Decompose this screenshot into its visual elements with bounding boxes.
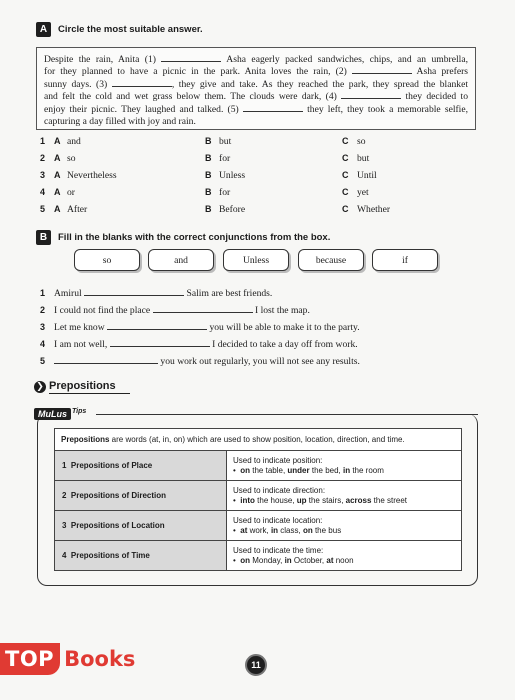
example-text: the house, <box>254 495 297 505</box>
fill-item <box>40 305 310 316</box>
option-letter-a: A <box>54 187 61 197</box>
logo-top: TOP <box>0 643 60 675</box>
preposition-word: under <box>287 465 310 475</box>
item-text-before: I am not well, <box>54 339 108 350</box>
description-cell <box>227 451 462 481</box>
word-option: Unless <box>223 249 289 271</box>
option-a[interactable]: After <box>67 204 88 215</box>
answer-blank[interactable] <box>84 288 184 296</box>
item-text-after: Salim are best friends. <box>186 288 273 299</box>
description-cell <box>227 541 462 571</box>
description-lead: Used to indicate position: <box>233 455 323 465</box>
item-number: 4 <box>40 339 46 349</box>
blank-2[interactable] <box>352 66 412 74</box>
section-b-letter: B <box>36 230 51 245</box>
example-line <box>233 496 455 506</box>
fill-item <box>40 322 360 333</box>
fill-item <box>40 288 272 299</box>
preposition-word: in <box>342 465 351 475</box>
option-letter-c: C <box>342 170 349 180</box>
option-c[interactable]: but <box>357 153 370 164</box>
category-cell: 2 Prepositions of Direction <box>55 481 227 511</box>
item-text-after: I decided to take a day off from work. <box>212 339 358 350</box>
example-text: work, <box>247 525 271 535</box>
logo-books: Books <box>64 647 136 671</box>
option-number: 3 <box>40 170 46 180</box>
passage-text: capturing a day filled with joy and rain. <box>44 116 196 128</box>
preposition-word: on <box>240 555 251 565</box>
item-text-before: Amirul <box>54 288 82 299</box>
description-cell <box>227 481 462 511</box>
answer-blank[interactable] <box>107 322 207 330</box>
preposition-word: in <box>284 555 292 565</box>
option-a[interactable]: and <box>67 136 81 147</box>
passage-text: Despite the rain, Anita (1) <box>44 54 156 65</box>
option-number: 4 <box>40 187 46 197</box>
passage-text: for they planned to have a picnic in the park. Anita loves the rain, (2) <box>44 66 347 78</box>
item-text-after: you work out regularly, you will not see any results. <box>160 356 360 367</box>
preposition-word: across <box>345 495 372 505</box>
option-row <box>40 136 515 148</box>
option-letter-b: B <box>205 136 212 146</box>
item-text-before: I could not find the place <box>54 305 151 316</box>
item-number: 1 <box>40 288 46 298</box>
answer-blank[interactable] <box>110 339 210 347</box>
preposition-word: into <box>240 495 255 505</box>
option-row <box>40 153 515 165</box>
passage-text: , they give and take. As they reached the park, they spread the blanket <box>171 78 469 90</box>
fill-item <box>40 339 358 350</box>
example-text: Monday, <box>250 555 285 565</box>
table-intro <box>55 429 462 451</box>
section-a-header <box>36 22 203 37</box>
passage-text: sunny days. (3) <box>44 78 108 90</box>
intro-text: are words (at, in, on) which are used to show position, location, direction, and time. <box>109 435 405 444</box>
answer-blank[interactable] <box>54 356 158 364</box>
option-letter-c: C <box>342 136 349 146</box>
blank-3[interactable] <box>112 79 172 87</box>
example-text: noon <box>333 555 354 565</box>
section-a-letter: A <box>36 22 51 37</box>
option-number: 2 <box>40 153 46 163</box>
preposition-word: at <box>240 525 248 535</box>
answer-blank[interactable] <box>153 305 253 313</box>
tips-badge-main: MuLus <box>34 408 71 420</box>
tips-badge-small: Tips <box>72 408 87 415</box>
arrow-circle-icon: ❯ <box>34 381 46 393</box>
blank-1[interactable] <box>161 54 221 62</box>
preposition-word: at <box>326 555 334 565</box>
table-row <box>55 481 462 511</box>
section-a-title: Circle the most suitable answer. <box>58 24 203 35</box>
option-letter-b: B <box>205 153 212 163</box>
option-letter-a: A <box>54 170 61 180</box>
example-text: the table, <box>250 465 288 475</box>
item-number: 3 <box>40 322 46 332</box>
option-row <box>40 204 515 216</box>
tips-badge <box>34 408 86 420</box>
option-c[interactable]: Whether <box>357 204 391 215</box>
cloze-passage <box>36 47 476 130</box>
example-text: the street <box>371 495 408 505</box>
description-lead: Used to indicate location: <box>233 515 323 525</box>
blank-5[interactable] <box>243 104 303 112</box>
option-a[interactable]: Nevertheless <box>67 170 117 181</box>
word-option: and <box>148 249 214 271</box>
option-letter-a: A <box>54 136 61 146</box>
category-cell: 4 Prepositions of Time <box>55 541 227 571</box>
option-c[interactable]: yet <box>357 187 369 198</box>
option-letter-c: C <box>342 204 349 214</box>
option-number: 5 <box>40 204 46 214</box>
example-line <box>233 556 455 566</box>
example-line <box>233 466 455 476</box>
table-row <box>55 511 462 541</box>
preposition-word: on <box>302 525 313 535</box>
blank-4[interactable] <box>341 91 401 99</box>
option-letter-a: A <box>54 153 61 163</box>
table-row <box>55 451 462 481</box>
preposition-word: up <box>296 495 307 505</box>
option-b[interactable]: for <box>219 187 231 198</box>
passage-text: Asha prefers <box>416 66 469 78</box>
description-lead: Used to indicate the time: <box>233 545 324 555</box>
option-b[interactable]: for <box>219 153 231 164</box>
passage-text: and felt the cold and wet grass below them. The clouds were dark, (4) <box>44 91 337 103</box>
prepositions-table <box>54 428 462 571</box>
example-text: the room <box>350 465 384 475</box>
option-letter-b: B <box>205 187 212 197</box>
intro-bold: Prepositions <box>61 435 110 444</box>
prepositions-header <box>34 380 130 394</box>
example-text: the stairs, <box>306 495 346 505</box>
bullet-icon: • <box>233 495 241 505</box>
option-c[interactable]: so <box>357 136 366 147</box>
option-a[interactable]: so <box>67 153 76 164</box>
option-row <box>40 170 515 182</box>
option-a[interactable]: or <box>67 187 75 198</box>
topbooks-logo <box>0 643 135 675</box>
category-cell: 1 Prepositions of Place <box>55 451 227 481</box>
item-text-after: I lost the map. <box>254 305 310 316</box>
bullet-icon: • <box>233 525 241 535</box>
passage-text: they left, they took a memorable selfie, <box>307 103 469 115</box>
fill-item <box>40 356 360 367</box>
option-letter-c: C <box>342 153 349 163</box>
preposition-word: on <box>240 465 251 475</box>
description-lead: Used to indicate direction: <box>233 485 326 495</box>
passage-text: enjoy their picnic. They laughed and talked. (5) <box>44 103 239 115</box>
word-option: because <box>298 249 364 271</box>
option-row <box>40 187 515 199</box>
section-b-title: Fill in the blanks with the correct conjunctions from the box. <box>58 232 331 243</box>
preposition-word: in <box>270 525 279 535</box>
option-b[interactable]: but <box>219 136 232 147</box>
passage-text: Asha eagerly packed sandwiches, chips, and an umbrella, <box>226 54 468 65</box>
example-text: the bed, <box>309 465 343 475</box>
table-row <box>55 541 462 571</box>
item-text-after: you will be able to make it to the party. <box>209 322 360 333</box>
example-text: October, <box>291 555 327 565</box>
option-number: 1 <box>40 136 46 146</box>
bullet-icon: • <box>233 555 241 565</box>
word-option: so <box>74 249 140 271</box>
item-number: 5 <box>40 356 46 366</box>
option-letter-a: A <box>54 204 61 214</box>
passage-text: they decided to <box>405 91 468 103</box>
prepositions-heading: Prepositions <box>49 380 130 394</box>
option-b[interactable]: Before <box>219 204 246 215</box>
category-cell: 3 Prepositions of Location <box>55 511 227 541</box>
item-text-before: Let me know <box>54 322 105 333</box>
option-letter-b: B <box>205 170 212 180</box>
divider <box>96 414 478 415</box>
description-cell <box>227 511 462 541</box>
item-number: 2 <box>40 305 46 315</box>
bullet-icon: • <box>233 465 241 475</box>
option-c[interactable]: Until <box>357 170 377 181</box>
example-text: the bus <box>312 525 342 535</box>
option-b[interactable]: Unless <box>219 170 246 181</box>
word-option: if <box>372 249 438 271</box>
option-letter-c: C <box>342 187 349 197</box>
option-letter-b: B <box>205 204 212 214</box>
section-b-header <box>36 230 330 245</box>
example-line <box>233 526 455 536</box>
example-text: class, <box>278 525 303 535</box>
page-number: 11 <box>245 654 267 676</box>
